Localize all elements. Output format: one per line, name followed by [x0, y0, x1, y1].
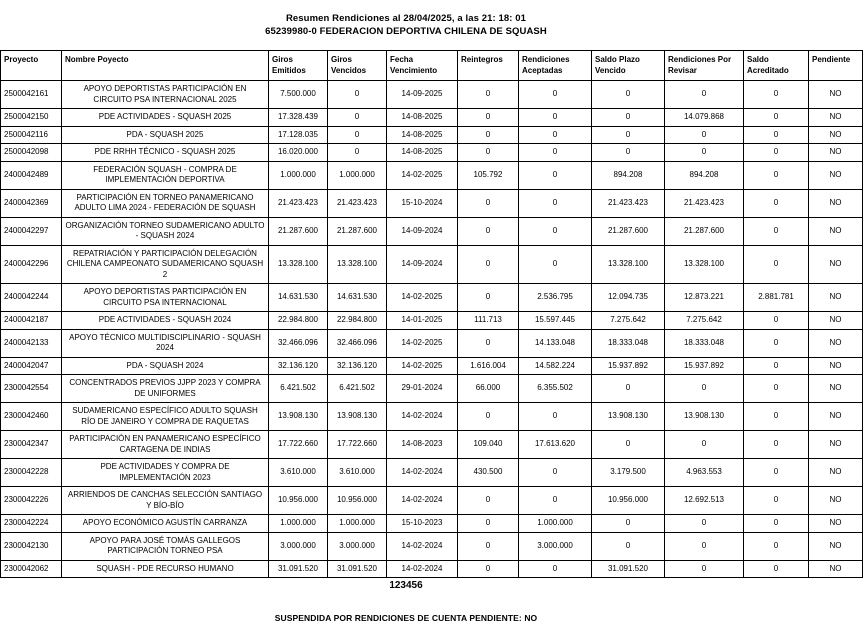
table-row — [1, 81, 863, 109]
cell-reintegros: 0 — [458, 109, 519, 127]
cell-fecha-vencimiento: 14-02-2024 — [387, 560, 458, 578]
cell-giros-vencidos: 32.136.120 — [328, 357, 387, 375]
cell-nombre-proyecto: SUDAMERICANO ESPECÍFICO ADULTO SQUASH RÍO DE JANEIRO Y COMPRA DE RAQUETAS — [62, 403, 269, 431]
cell-reintegros: 0 — [458, 560, 519, 578]
col-fecha-vencimiento: Fecha Vencimiento — [387, 51, 458, 81]
cell-fecha-vencimiento: 14-09-2024 — [387, 217, 458, 245]
cell-proyecto: 2500042116 — [1, 126, 62, 144]
cell-reintegros: 0 — [458, 532, 519, 560]
cell-rendiciones-por-revisar: 13.328.100 — [665, 245, 744, 284]
cell-saldo-acreditado: 0 — [744, 245, 809, 284]
cell-giros-vencidos: 13.908.130 — [328, 403, 387, 431]
cell-nombre-proyecto: PARTICIPACIÓN EN TORNEO PANAMERICANO ADULTO LIMA 2024 - FEDERACIÓN DE SQUASH — [62, 189, 269, 217]
col-giros-vencidos: Giros Vencidos — [328, 51, 387, 81]
cell-nombre-proyecto: PDA - SQUASH 2025 — [62, 126, 269, 144]
cell-saldo-plazo-vencido: 3.179.500 — [592, 459, 665, 487]
cell-proyecto: 2400042369 — [1, 189, 62, 217]
cell-proyecto: 2300042062 — [1, 560, 62, 578]
cell-saldo-plazo-vencido: 0 — [592, 109, 665, 127]
cell-giros-emitidos: 16.020.000 — [269, 144, 328, 162]
cell-rendiciones-por-revisar: 0 — [665, 81, 744, 109]
cell-giros-vencidos: 32.466.096 — [328, 329, 387, 357]
col-proyecto: Proyecto — [1, 51, 62, 81]
cell-reintegros: 0 — [458, 487, 519, 515]
cell-reintegros: 0 — [458, 217, 519, 245]
cell-saldo-plazo-vencido: 0 — [592, 532, 665, 560]
cell-reintegros: 1.616.004 — [458, 357, 519, 375]
cell-fecha-vencimiento: 14-02-2024 — [387, 459, 458, 487]
pagination[interactable]: 123456 — [389, 580, 423, 591]
cell-pendiente: NO — [809, 375, 863, 403]
cell-saldo-plazo-vencido: 13.908.130 — [592, 403, 665, 431]
cell-reintegros: 0 — [458, 189, 519, 217]
cell-rendiciones-aceptadas: 15.597.445 — [519, 312, 592, 330]
cell-saldo-acreditado: 0 — [744, 431, 809, 459]
table-row — [1, 312, 863, 330]
cell-rendiciones-aceptadas: 0 — [519, 403, 592, 431]
cell-proyecto: 2300042347 — [1, 431, 62, 459]
cell-giros-emitidos: 3.610.000 — [269, 459, 328, 487]
cell-rendiciones-aceptadas: 6.355.502 — [519, 375, 592, 403]
cell-pendiente: NO — [809, 329, 863, 357]
table-row — [1, 161, 863, 189]
cell-giros-vencidos: 21.423.423 — [328, 189, 387, 217]
cell-reintegros: 0 — [458, 144, 519, 162]
cell-saldo-acreditado: 0 — [744, 329, 809, 357]
cell-proyecto: 2400042296 — [1, 245, 62, 284]
cell-rendiciones-aceptadas: 0 — [519, 144, 592, 162]
table-row — [1, 532, 863, 560]
cell-giros-emitidos: 22.984.800 — [269, 312, 328, 330]
cell-giros-emitidos: 17.128.035 — [269, 126, 328, 144]
cell-saldo-acreditado: 0 — [744, 161, 809, 189]
col-pendiente: Pendiente — [809, 51, 863, 81]
cell-fecha-vencimiento: 14-02-2025 — [387, 357, 458, 375]
col-saldo-acreditado: Saldo Acreditado — [744, 51, 809, 81]
cell-nombre-proyecto: APOYO DEPORTISTAS PARTICIPACIÓN EN CIRCUITO PSA INTERNACIONAL 2025 — [62, 81, 269, 109]
cell-rendiciones-aceptadas: 17.613.620 — [519, 431, 592, 459]
table-row — [1, 126, 863, 144]
cell-proyecto: 2300042554 — [1, 375, 62, 403]
cell-fecha-vencimiento: 14-02-2025 — [387, 161, 458, 189]
cell-pendiente: NO — [809, 560, 863, 578]
cell-giros-emitidos: 32.136.120 — [269, 357, 328, 375]
cell-rendiciones-aceptadas: 0 — [519, 560, 592, 578]
cell-nombre-proyecto: PDE ACTIVIDADES - SQUASH 2025 — [62, 109, 269, 127]
cell-pendiente: NO — [809, 312, 863, 330]
col-rendiciones-aceptadas: Rendiciones Aceptadas — [519, 51, 592, 81]
cell-nombre-proyecto: REPATRIACIÓN Y PARTICIPACIÓN DELEGACIÓN CHILENA CAMPEONATO SUDAMERICANO SQUASH 2 — [62, 245, 269, 284]
cell-giros-vencidos: 0 — [328, 81, 387, 109]
cell-rendiciones-por-revisar: 14.079.868 — [665, 109, 744, 127]
table-row — [1, 357, 863, 375]
cell-fecha-vencimiento: 14-02-2024 — [387, 532, 458, 560]
cell-saldo-plazo-vencido: 0 — [592, 515, 665, 533]
cell-rendiciones-aceptadas: 0 — [519, 126, 592, 144]
cell-fecha-vencimiento: 14-02-2024 — [387, 487, 458, 515]
cell-pendiente: NO — [809, 431, 863, 459]
cell-reintegros: 0 — [458, 329, 519, 357]
col-saldo-plazo-vencido: Saldo Plazo Vencido — [592, 51, 665, 81]
cell-reintegros: 0 — [458, 245, 519, 284]
cell-fecha-vencimiento: 14-08-2025 — [387, 126, 458, 144]
cell-giros-emitidos: 10.956.000 — [269, 487, 328, 515]
cell-giros-emitidos: 13.328.100 — [269, 245, 328, 284]
cell-giros-emitidos: 1.000.000 — [269, 161, 328, 189]
cell-reintegros: 0 — [458, 403, 519, 431]
cell-fecha-vencimiento: 14-02-2024 — [387, 403, 458, 431]
report-title-line-1: Resumen Rendiciones al 28/04/2025, a las 21: 18: 01 — [285, 13, 527, 24]
cell-nombre-proyecto: SQUASH - PDE RECURSO HUMANO — [62, 560, 269, 578]
cell-saldo-acreditado: 0 — [744, 144, 809, 162]
cell-giros-emitidos: 17.328.439 — [269, 109, 328, 127]
cell-proyecto: 2400042244 — [1, 284, 62, 312]
cell-nombre-proyecto: FEDERACIÓN SQUASH - COMPRA DE IMPLEMENTACIÓN DEPORTIVA — [62, 161, 269, 189]
cell-fecha-vencimiento: 14-01-2025 — [387, 312, 458, 330]
table-row — [1, 284, 863, 312]
cell-pendiente: NO — [809, 515, 863, 533]
cell-rendiciones-aceptadas: 3.000.000 — [519, 532, 592, 560]
table-row — [1, 560, 863, 578]
cell-reintegros: 430.500 — [458, 459, 519, 487]
cell-saldo-plazo-vencido: 15.937.892 — [592, 357, 665, 375]
cell-rendiciones-por-revisar: 0 — [665, 375, 744, 403]
table-body — [1, 81, 863, 578]
cell-giros-emitidos: 1.000.000 — [269, 515, 328, 533]
cell-saldo-acreditado: 0 — [744, 515, 809, 533]
cell-proyecto: 2400042133 — [1, 329, 62, 357]
cell-rendiciones-por-revisar: 13.908.130 — [665, 403, 744, 431]
cell-saldo-acreditado: 0 — [744, 487, 809, 515]
cell-pendiente: NO — [809, 357, 863, 375]
cell-rendiciones-aceptadas: 0 — [519, 81, 592, 109]
cell-pendiente: NO — [809, 144, 863, 162]
cell-rendiciones-por-revisar: 0 — [665, 431, 744, 459]
cell-rendiciones-por-revisar: 0 — [665, 560, 744, 578]
cell-giros-emitidos: 14.631.530 — [269, 284, 328, 312]
cell-rendiciones-aceptadas: 0 — [519, 161, 592, 189]
cell-saldo-plazo-vencido: 0 — [592, 126, 665, 144]
cell-rendiciones-aceptadas: 14.133.048 — [519, 329, 592, 357]
cell-pendiente: NO — [809, 109, 863, 127]
cell-rendiciones-aceptadas: 2.536.795 — [519, 284, 592, 312]
cell-proyecto: 2300042130 — [1, 532, 62, 560]
cell-proyecto: 2300042228 — [1, 459, 62, 487]
table-row — [1, 144, 863, 162]
table-row — [1, 487, 863, 515]
cell-saldo-plazo-vencido: 10.956.000 — [592, 487, 665, 515]
cell-rendiciones-aceptadas: 0 — [519, 217, 592, 245]
cell-rendiciones-por-revisar: 0 — [665, 144, 744, 162]
cell-giros-emitidos: 7.500.000 — [269, 81, 328, 109]
rendiciones-table — [0, 50, 863, 578]
cell-giros-vencidos: 13.328.100 — [328, 245, 387, 284]
cell-saldo-plazo-vencido: 0 — [592, 431, 665, 459]
report-header — [0, 0, 812, 38]
table-header-row — [1, 51, 863, 81]
cell-reintegros: 111.713 — [458, 312, 519, 330]
cell-giros-vencidos: 1.000.000 — [328, 515, 387, 533]
cell-pendiente: NO — [809, 81, 863, 109]
cell-nombre-proyecto: PDE RRHH TÉCNICO - SQUASH 2025 — [62, 144, 269, 162]
cell-saldo-plazo-vencido: 12.094.735 — [592, 284, 665, 312]
cell-fecha-vencimiento: 14-09-2025 — [387, 81, 458, 109]
table-row — [1, 109, 863, 127]
cell-fecha-vencimiento: 14-08-2025 — [387, 109, 458, 127]
cell-giros-vencidos: 14.631.530 — [328, 284, 387, 312]
cell-reintegros: 0 — [458, 284, 519, 312]
cell-rendiciones-por-revisar: 21.423.423 — [665, 189, 744, 217]
cell-rendiciones-por-revisar: 15.937.892 — [665, 357, 744, 375]
cell-saldo-plazo-vencido: 0 — [592, 144, 665, 162]
cell-rendiciones-por-revisar: 12.692.513 — [665, 487, 744, 515]
cell-saldo-acreditado: 0 — [744, 357, 809, 375]
cell-giros-emitidos: 3.000.000 — [269, 532, 328, 560]
cell-nombre-proyecto: PDE ACTIVIDADES - SQUASH 2024 — [62, 312, 269, 330]
cell-saldo-acreditado: 0 — [744, 560, 809, 578]
cell-proyecto: 2300042460 — [1, 403, 62, 431]
cell-giros-vencidos: 0 — [328, 109, 387, 127]
cell-nombre-proyecto: ARRIENDOS DE CANCHAS SELECCIÓN SANTIAGO Y BÍO-BÍO — [62, 487, 269, 515]
cell-giros-vencidos: 0 — [328, 144, 387, 162]
table-row — [1, 329, 863, 357]
cell-saldo-plazo-vencido: 0 — [592, 375, 665, 403]
cell-proyecto: 2500042098 — [1, 144, 62, 162]
cell-rendiciones-aceptadas: 0 — [519, 459, 592, 487]
cell-rendiciones-aceptadas: 0 — [519, 189, 592, 217]
cell-saldo-acreditado: 0 — [744, 217, 809, 245]
cell-giros-vencidos: 6.421.502 — [328, 375, 387, 403]
cell-fecha-vencimiento: 14-02-2025 — [387, 284, 458, 312]
cell-saldo-acreditado: 0 — [744, 532, 809, 560]
cell-giros-vencidos: 3.610.000 — [328, 459, 387, 487]
cell-nombre-proyecto: ORGANIZACIÓN TORNEO SUDAMERICANO ADULTO - SQUASH 2024 — [62, 217, 269, 245]
cell-giros-vencidos: 21.287.600 — [328, 217, 387, 245]
cell-rendiciones-por-revisar: 21.287.600 — [665, 217, 744, 245]
cell-nombre-proyecto: PDE ACTIVIDADES Y COMPRA DE IMPLEMENTACIÓN 2023 — [62, 459, 269, 487]
cell-nombre-proyecto: PARTICIPACIÓN EN PANAMERICANO ESPECÍFICO CARTAGENA DE INDIAS — [62, 431, 269, 459]
table-header — [1, 51, 863, 81]
footer-note: SUSPENDIDA POR RENDICIONES DE CUENTA PENDIENTE: NO — [274, 613, 538, 623]
report-title-line-2: 65239980-0 FEDERACION DEPORTIVA CHILENA DE SQUASH — [265, 26, 547, 37]
cell-pendiente: NO — [809, 245, 863, 284]
cell-reintegros: 0 — [458, 126, 519, 144]
cell-pendiente: NO — [809, 217, 863, 245]
cell-reintegros: 0 — [458, 515, 519, 533]
cell-giros-emitidos: 17.722.660 — [269, 431, 328, 459]
cell-rendiciones-por-revisar: 18.333.048 — [665, 329, 744, 357]
cell-pendiente: NO — [809, 459, 863, 487]
cell-giros-emitidos: 32.466.096 — [269, 329, 328, 357]
cell-saldo-plazo-vencido: 13.328.100 — [592, 245, 665, 284]
cell-saldo-acreditado: 0 — [744, 109, 809, 127]
cell-rendiciones-por-revisar: 0 — [665, 532, 744, 560]
cell-saldo-plazo-vencido: 7.275.642 — [592, 312, 665, 330]
cell-pendiente: NO — [809, 161, 863, 189]
cell-rendiciones-aceptadas: 0 — [519, 487, 592, 515]
cell-rendiciones-por-revisar: 894.208 — [665, 161, 744, 189]
cell-rendiciones-aceptadas: 0 — [519, 109, 592, 127]
cell-nombre-proyecto: CONCENTRADOS PREVIOS JJPP 2023 Y COMPRA DE UNIFORMES — [62, 375, 269, 403]
col-giros-emitidos: Giros Emitidos — [269, 51, 328, 81]
cell-nombre-proyecto: APOYO DEPORTISTAS PARTICIPACIÓN EN CIRCUITO PSA INTERNACIONAL — [62, 284, 269, 312]
cell-rendiciones-aceptadas: 14.582.224 — [519, 357, 592, 375]
cell-rendiciones-aceptadas: 1.000.000 — [519, 515, 592, 533]
cell-giros-vencidos: 3.000.000 — [328, 532, 387, 560]
cell-nombre-proyecto: APOYO ECONÓMICO AGUSTÍN CARRANZA — [62, 515, 269, 533]
cell-reintegros: 66.000 — [458, 375, 519, 403]
cell-rendiciones-por-revisar: 0 — [665, 515, 744, 533]
cell-giros-emitidos: 21.287.600 — [269, 217, 328, 245]
cell-saldo-acreditado: 0 — [744, 375, 809, 403]
cell-saldo-acreditado: 0 — [744, 126, 809, 144]
cell-saldo-acreditado: 2.881.781 — [744, 284, 809, 312]
cell-proyecto: 2300042224 — [1, 515, 62, 533]
cell-nombre-proyecto: PDA - SQUASH 2024 — [62, 357, 269, 375]
cell-saldo-acreditado: 0 — [744, 459, 809, 487]
cell-rendiciones-aceptadas: 0 — [519, 245, 592, 284]
cell-pendiente: NO — [809, 487, 863, 515]
cell-rendiciones-por-revisar: 12.873.221 — [665, 284, 744, 312]
cell-proyecto: 2400042187 — [1, 312, 62, 330]
cell-saldo-plazo-vencido: 18.333.048 — [592, 329, 665, 357]
cell-giros-emitidos: 31.091.520 — [269, 560, 328, 578]
table-row — [1, 431, 863, 459]
cell-pendiente: NO — [809, 403, 863, 431]
cell-giros-vencidos: 17.722.660 — [328, 431, 387, 459]
cell-reintegros: 105.792 — [458, 161, 519, 189]
cell-saldo-acreditado: 0 — [744, 312, 809, 330]
cell-saldo-plazo-vencido: 0 — [592, 81, 665, 109]
cell-saldo-acreditado: 0 — [744, 189, 809, 217]
cell-nombre-proyecto: APOYO TÉCNICO MULTIDISCIPLINARIO - SQUASH 2024 — [62, 329, 269, 357]
cell-proyecto: 2400042047 — [1, 357, 62, 375]
table-row — [1, 217, 863, 245]
cell-fecha-vencimiento: 14-08-2023 — [387, 431, 458, 459]
cell-saldo-plazo-vencido: 21.287.600 — [592, 217, 665, 245]
cell-fecha-vencimiento: 15-10-2023 — [387, 515, 458, 533]
cell-fecha-vencimiento: 14-02-2025 — [387, 329, 458, 357]
cell-nombre-proyecto: APOYO PARA JOSÉ TOMÁS GALLEGOS PARTICIPACIÓN TORNEO PSA — [62, 532, 269, 560]
cell-giros-vencidos: 22.984.800 — [328, 312, 387, 330]
table-row — [1, 459, 863, 487]
cell-reintegros: 0 — [458, 81, 519, 109]
cell-rendiciones-por-revisar: 4.963.553 — [665, 459, 744, 487]
table-row — [1, 245, 863, 284]
cell-giros-emitidos: 21.423.423 — [269, 189, 328, 217]
table-row — [1, 375, 863, 403]
col-reintegros: Reintegros — [458, 51, 519, 81]
cell-reintegros: 109.040 — [458, 431, 519, 459]
cell-giros-vencidos: 1.000.000 — [328, 161, 387, 189]
cell-saldo-plazo-vencido: 21.423.423 — [592, 189, 665, 217]
cell-giros-vencidos: 31.091.520 — [328, 560, 387, 578]
table-row — [1, 189, 863, 217]
cell-fecha-vencimiento: 14-09-2024 — [387, 245, 458, 284]
cell-giros-emitidos: 6.421.502 — [269, 375, 328, 403]
cell-pendiente: NO — [809, 284, 863, 312]
cell-saldo-plazo-vencido: 894.208 — [592, 161, 665, 189]
cell-proyecto: 2300042226 — [1, 487, 62, 515]
cell-giros-vencidos: 10.956.000 — [328, 487, 387, 515]
cell-saldo-plazo-vencido: 31.091.520 — [592, 560, 665, 578]
cell-proyecto: 2400042489 — [1, 161, 62, 189]
cell-saldo-acreditado: 0 — [744, 81, 809, 109]
cell-rendiciones-por-revisar: 7.275.642 — [665, 312, 744, 330]
cell-fecha-vencimiento: 29-01-2024 — [387, 375, 458, 403]
cell-pendiente: NO — [809, 189, 863, 217]
col-rendiciones-por-revisar: Rendiciones Por Revisar — [665, 51, 744, 81]
cell-pendiente: NO — [809, 532, 863, 560]
cell-proyecto: 2500042150 — [1, 109, 62, 127]
col-nombre-proyecto: Nombre Poyecto — [62, 51, 269, 81]
cell-proyecto: 2500042161 — [1, 81, 62, 109]
cell-saldo-acreditado: 0 — [744, 403, 809, 431]
cell-giros-emitidos: 13.908.130 — [269, 403, 328, 431]
table-row — [1, 515, 863, 533]
cell-rendiciones-por-revisar: 0 — [665, 126, 744, 144]
cell-fecha-vencimiento: 14-08-2025 — [387, 144, 458, 162]
table-row — [1, 403, 863, 431]
cell-giros-vencidos: 0 — [328, 126, 387, 144]
cell-pendiente: NO — [809, 126, 863, 144]
cell-fecha-vencimiento: 15-10-2024 — [387, 189, 458, 217]
cell-proyecto: 2400042297 — [1, 217, 62, 245]
